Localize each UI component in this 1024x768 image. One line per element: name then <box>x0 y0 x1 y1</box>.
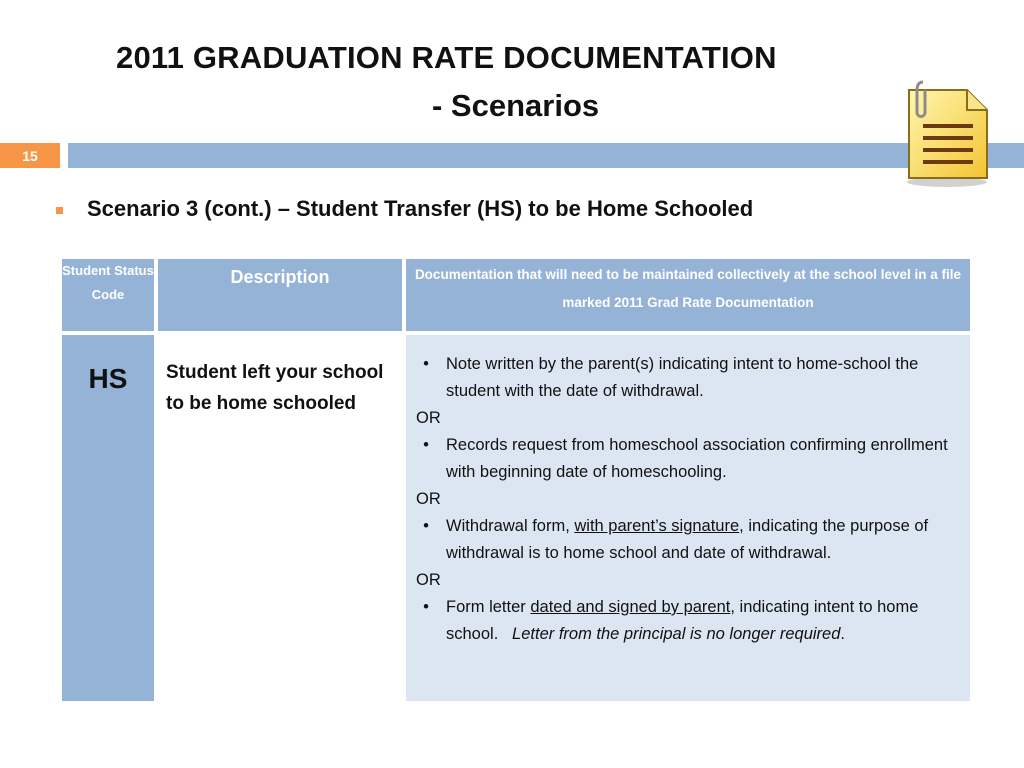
documentation-table <box>58 255 974 705</box>
doc-item-withdrawal-form <box>416 513 960 567</box>
table-header-row <box>62 259 970 331</box>
doc-item-text-pre: Withdrawal form, <box>446 517 575 535</box>
doc-item-italic-note: Letter from the principal is no longer required <box>512 625 841 643</box>
doc-item-text-post: , indicating the purpose of withdrawal is to home school and date of withdrawal. <box>446 517 929 562</box>
slide-number-badge: 15 <box>0 143 60 168</box>
documentation-cell <box>406 335 970 701</box>
or-separator: OR <box>416 409 441 427</box>
doc-item-parent-note <box>416 351 960 405</box>
document-clipboard-icon <box>895 78 995 190</box>
doc-item-underlined-text: dated and signed by parent <box>530 598 731 616</box>
header-accent-bar <box>68 143 1024 168</box>
scenario-heading-row <box>56 196 753 222</box>
or-separator: OR <box>416 490 441 508</box>
header-student-status-code: Student Status Code <box>62 259 154 331</box>
description-text: Student left your school to be home schooled <box>166 362 384 414</box>
doc-item-text: Note written by the parent(s) indicating intent to home-school the student with the date of withdrawal. <box>446 355 919 400</box>
or-separator: OR <box>416 571 441 589</box>
bullet-icon: • <box>423 355 429 373</box>
doc-item-text-pre: Form letter <box>446 598 531 616</box>
doc-item-text-end: . <box>840 625 845 643</box>
header-documentation: Documentation that will need to be maintained collectively at the school level in a file marked 2011 Grad Rate Documentation <box>406 259 970 331</box>
bullet-icon: • <box>423 436 429 454</box>
bullet-icon: • <box>423 598 429 616</box>
slide-subtitle: - Scenarios <box>432 88 600 123</box>
scenario-heading: Scenario 3 (cont.) – Student Transfer (HS) to be Home Schooled <box>87 196 754 221</box>
status-code: HS <box>88 363 128 394</box>
doc-item-records-request <box>416 432 960 486</box>
doc-item-text: Records request from homeschool association confirming enrollment with beginning date of homeschooling. <box>446 436 948 481</box>
status-code-cell <box>62 335 154 701</box>
doc-item-underlined-text: with parent’s signature <box>574 517 740 535</box>
doc-item-text-post: , indicating intent to home school. <box>446 598 919 643</box>
description-cell <box>158 335 402 701</box>
slide-title: 2011 GRADUATION RATE DOCUMENTATION <box>116 40 777 75</box>
doc-item-form-letter <box>416 594 960 648</box>
bullet-icon: • <box>423 517 429 535</box>
header-description: Description <box>158 259 402 331</box>
bullet-square-icon <box>56 207 63 214</box>
table-row <box>62 335 970 701</box>
